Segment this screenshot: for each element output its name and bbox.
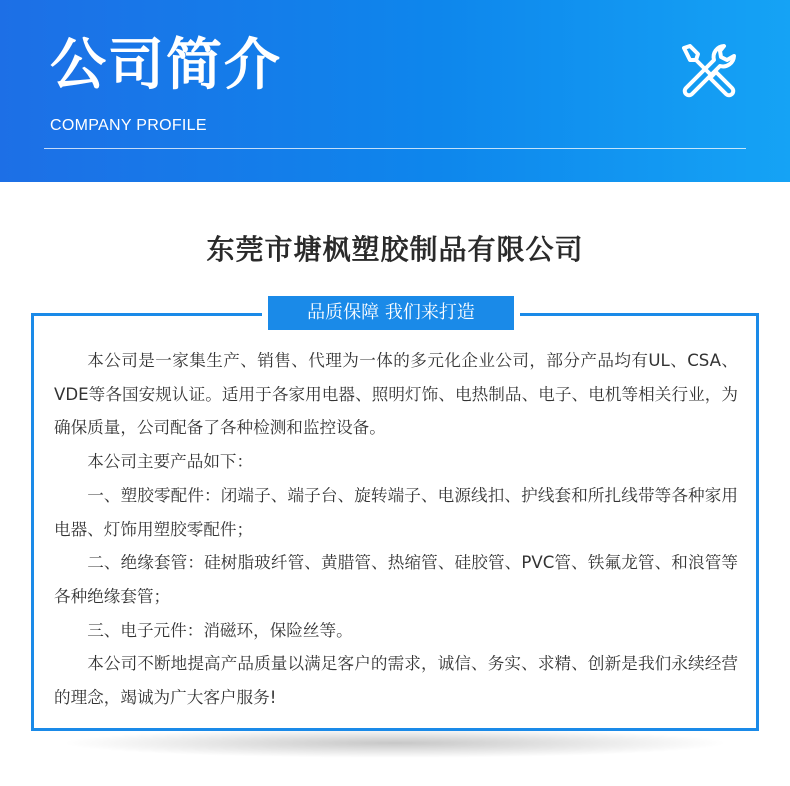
paragraph: 三、电子元件：消磁环，保险丝等。 [87, 620, 353, 640]
page-subtitle: COMPANY PROFILE [50, 117, 207, 134]
profile-text [54, 344, 738, 715]
header-banner [0, 0, 790, 182]
paragraph: 一、塑胶零配件：闭端子、端子台、旋转端子、电源线扣、护线套和所扎线带等各种家用电器、灯饰用塑胶零配件； [54, 485, 738, 539]
paragraph: 本公司不断地提高产品质量以满足客户的需求，诚信、务实、求精、创新是我们永续经营的理念，竭诚为广大客户服务! [54, 654, 738, 708]
paragraph: 二、绝缘套管：硅树脂玻纤管、黄腊管、热缩管、硅胶管、PVC管、铁氟龙管、和浪管等各种绝缘套管； [54, 553, 738, 606]
header-divider [44, 148, 746, 149]
paragraph: 本公司主要产品如下： [87, 452, 254, 472]
company-name: 东莞市塘枫塑胶制品有限公司 [206, 233, 584, 266]
tools-icon [678, 40, 740, 102]
paragraph: 本公司是一家集生产、销售、代理为一体的多元化企业公司，部分产品均有UL、CSA、VDE等各国安规认证。适用于各家用电器、照明灯饰、电热制品、电子、电机等相关行业，为确保质量，公司配备了各种检测和监控设备。 [54, 351, 738, 438]
box-shadow [60, 728, 730, 758]
quality-badge: 品质保障 我们来打造 [262, 296, 520, 330]
page-title: 公司简介 [50, 33, 282, 98]
